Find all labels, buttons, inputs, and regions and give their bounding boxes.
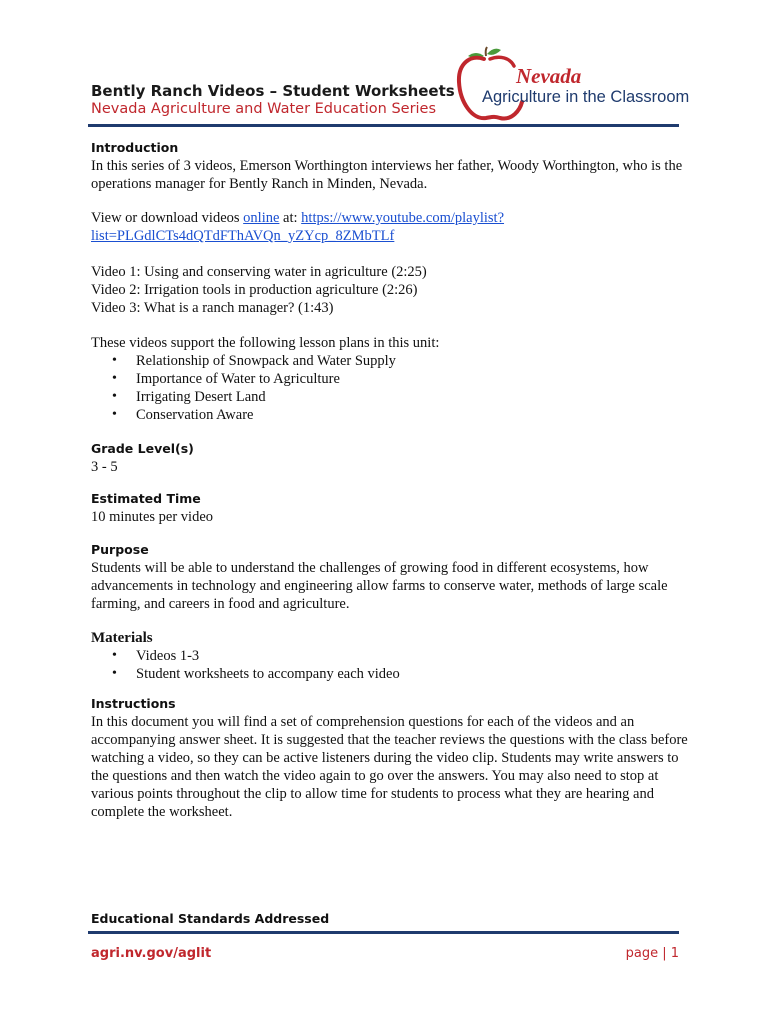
online-link[interactable]: online <box>243 210 280 226</box>
at-text: at: <box>279 210 302 226</box>
introduction-heading: Introduction <box>91 140 179 155</box>
instructions-heading: Instructions <box>91 696 176 711</box>
header-divider <box>88 124 679 127</box>
standards-section <box>91 910 691 928</box>
video-item: Video 3: What is a ranch manager? (1:43) <box>91 300 334 316</box>
time-heading: Estimated Time <box>91 491 201 506</box>
video-item: Video 2: Irrigation tools in production agriculture (2:26) <box>91 282 418 298</box>
video-links <box>91 209 691 245</box>
bullet-icon: • <box>112 666 117 681</box>
logo-program-text: Agriculture in the Classroom <box>482 88 690 106</box>
grade-value: 3 - 5 <box>91 459 118 475</box>
view-prefix: View or download videos <box>91 210 244 226</box>
list-item: • Student worksheets to accompany each video <box>112 666 400 682</box>
purpose-section <box>91 541 691 613</box>
materials-list <box>91 647 691 683</box>
playlist-url-link[interactable]: https://www.youtube.com/playlist? <box>301 210 505 226</box>
instructions-section <box>91 695 691 821</box>
nevada-aitc-logo <box>456 46 690 124</box>
grade-heading: Grade Level(s) <box>91 441 194 456</box>
list-item: • Irrigating Desert Land <box>112 389 266 405</box>
logo-state-text: Nevada <box>516 64 582 88</box>
materials-section <box>91 629 691 683</box>
video-item: Video 1: Using and conserving water in agriculture (2:25) <box>91 264 427 280</box>
instructions-text: In this document you will find a set of comprehension questions for each of the videos and an accompanying answer sheet. It is suggested that the teacher reviews the questions with the class before watching a video, so they can be active listeners during the video clip. Students may write answers to the questions and then watch the video again to go over the answers. You may also need to stop at various points throughout the clip to allow time for students to process what they are hearing and complete the worksheet. <box>91 714 688 820</box>
grade-section <box>91 440 691 476</box>
introduction-section <box>91 139 691 193</box>
footer-url[interactable]: agri.nv.gov/aglit <box>91 946 212 961</box>
bullet-icon: • <box>112 389 117 404</box>
footer-divider <box>88 931 679 934</box>
playlist-url-link-cont[interactable]: list=PLGdlCTs4dQTdFThAVQn_yZYcp_8ZMbTLf <box>91 228 395 244</box>
time-value: 10 minutes per video <box>91 509 214 525</box>
bullet-icon: • <box>112 648 117 663</box>
list-item: • Importance of Water to Agriculture <box>112 371 340 387</box>
video-list <box>91 263 691 317</box>
document-subtitle: Nevada Agriculture and Water Education Series <box>91 101 437 117</box>
lesson-plans <box>91 334 691 424</box>
standards-heading: Educational Standards Addressed <box>91 911 330 926</box>
materials-heading: Materials <box>91 630 153 646</box>
bullet-icon: • <box>112 353 117 368</box>
time-section <box>91 490 691 526</box>
list-item: • Conservation Aware <box>112 407 254 423</box>
page-number: page | 1 <box>625 946 679 961</box>
list-item: • Videos 1-3 <box>112 648 200 664</box>
purpose-heading: Purpose <box>91 542 149 557</box>
bullet-icon: • <box>112 407 117 422</box>
lesson-list <box>91 352 691 424</box>
purpose-text: Students will be able to understand the challenges of growing food in different ecosystems, how advancements in technology and engineering allow farms to conserve water, methods of large scale farming, and careers in food and agriculture. <box>91 560 668 612</box>
lessons-intro: These videos support the following lesson plans in this unit: <box>91 335 440 351</box>
document-title: Bently Ranch Videos – Student Worksheets <box>91 82 455 100</box>
list-item: • Relationship of Snowpack and Water Supply <box>112 353 396 369</box>
bullet-icon: • <box>112 371 117 386</box>
introduction-text: In this series of 3 videos, Emerson Worthington interviews her father, Woody Worthington, who is the operations manager for Bently Ranch in Minden, Nevada. <box>91 158 683 192</box>
